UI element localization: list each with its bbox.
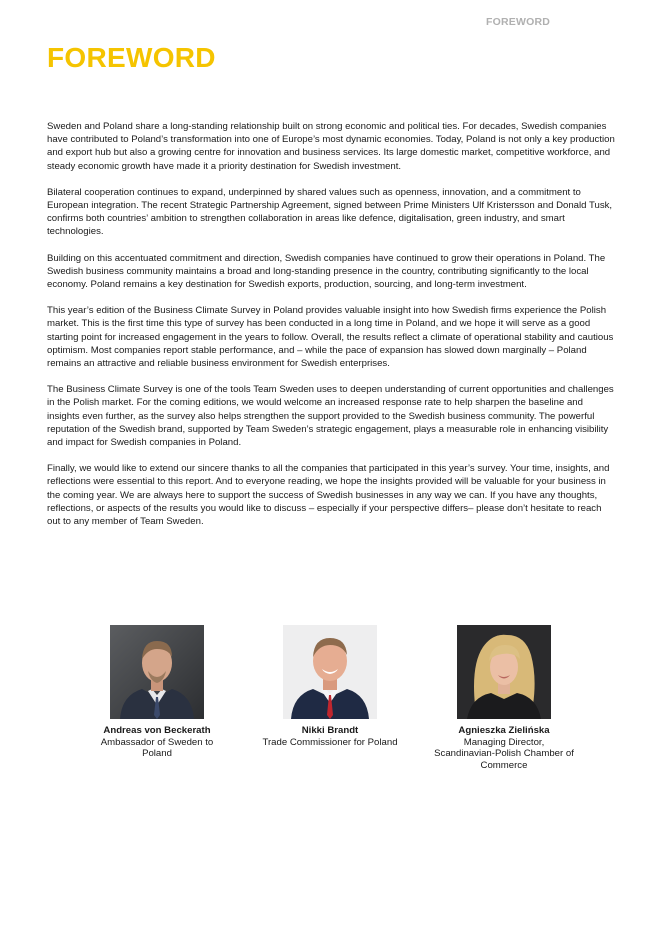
foreword-body <box>47 120 615 541</box>
signatory-role: Managing Director, Scandinavian-Polish Chamber of Commerce <box>434 736 574 771</box>
running-header: FOREWORD <box>486 16 551 28</box>
signatory-role: Ambassador of Sweden to Poland <box>100 736 214 760</box>
signatory-name: Agnieszka Zielińska <box>458 725 550 736</box>
paragraph: Bilateral cooperation continues to expand, underpinned by shared values such as openness, innovation, and a commitment to European integration. The recent Strategic Partnership Agreement, signed between Prime Ministers Ulf Kristersson and Donald Tusk, confirms both countries’ ambition to strengthen collaboration in areas like defence, digitalisation, green industry, and smart technologies. <box>47 186 613 238</box>
portrait-photo <box>457 625 551 719</box>
paragraph: Sweden and Poland share a long-standing relationship built on strong economic and political ties. For decades, Swedish companies have contributed to Poland’s transformation into one of Europe’s most dynamic economies. Today, Poland is not only a key production and export hub but also a growing centre for innovation and business services. Its large domestic market, competitive workforce, and steady economic growth have made it a priority destination for Swedish investment. <box>47 121 615 172</box>
signatory-andreas-von-beckerath <box>87 625 227 760</box>
page-title: FOREWORD <box>47 42 216 73</box>
signatory-role: Trade Commissioner for Poland <box>262 736 398 748</box>
signatory-name: Andreas von Beckerath <box>103 725 211 736</box>
portrait-photo <box>283 625 377 719</box>
paragraph: Finally, we would like to extend our sincere thanks to all the companies that participated in this year’s survey. Your time, insights, and reflections were essential to this report. And to everyone reading, we hope the insights provided will be valuable for your business in the coming year. We are always here to support the success of Swedish businesses in any way we can. If you have any thoughts, reflections, or aspects of the results you would like to discuss – especially if your perspective differs– please don’t hesitate to reach out to any member of Team Sweden. <box>47 463 610 528</box>
signatory-name: Nikki Brandt <box>301 725 359 736</box>
paragraph: Building on this accentuated commitment and direction, Swedish companies have continued to grow their operations in Poland. The Swedish business community maintains a broad and long-standing presence in the country, contributing significantly to the local economy. Poland remains a key destination for Swedish exports, production, sourcing, and long-term investment. <box>47 252 606 291</box>
portrait-photo <box>110 625 204 719</box>
signatory-agnieszka-zielinska <box>434 625 574 771</box>
paragraph: The Business Climate Survey is one of the tools Team Sweden uses to deepen understanding of current opportunities and challenges in the Polish market. For the coming editions, we would welcome an increased response rate to help sharpen the baseline and insights even further, as the survey also helps strengthen the support provided to the Swedish business community. The powerful reputation of the Swedish brand, supported by Team Sweden’s strategic engagement, plays a measurable role in enhancing visibility and impact for Swedish companies in Poland. <box>47 384 614 449</box>
signatory-nikki-brandt <box>260 625 400 748</box>
paragraph: This year’s edition of the Business Climate Survey in Poland provides valuable insight into how Swedish firms experience the Polish market. This is the first time this type of survey has been conducted in a long time in Poland, and we hope it will serve as a good starting point for increased engagement in the years to follow. Overall, the results reflect a climate of operational stability and cautious optimism. Most companies report stable performance, and – while the pace of expansion has slowed down marginally – Poland remains an attractive and reliable business environment for Swedish enterprises. <box>47 305 614 370</box>
